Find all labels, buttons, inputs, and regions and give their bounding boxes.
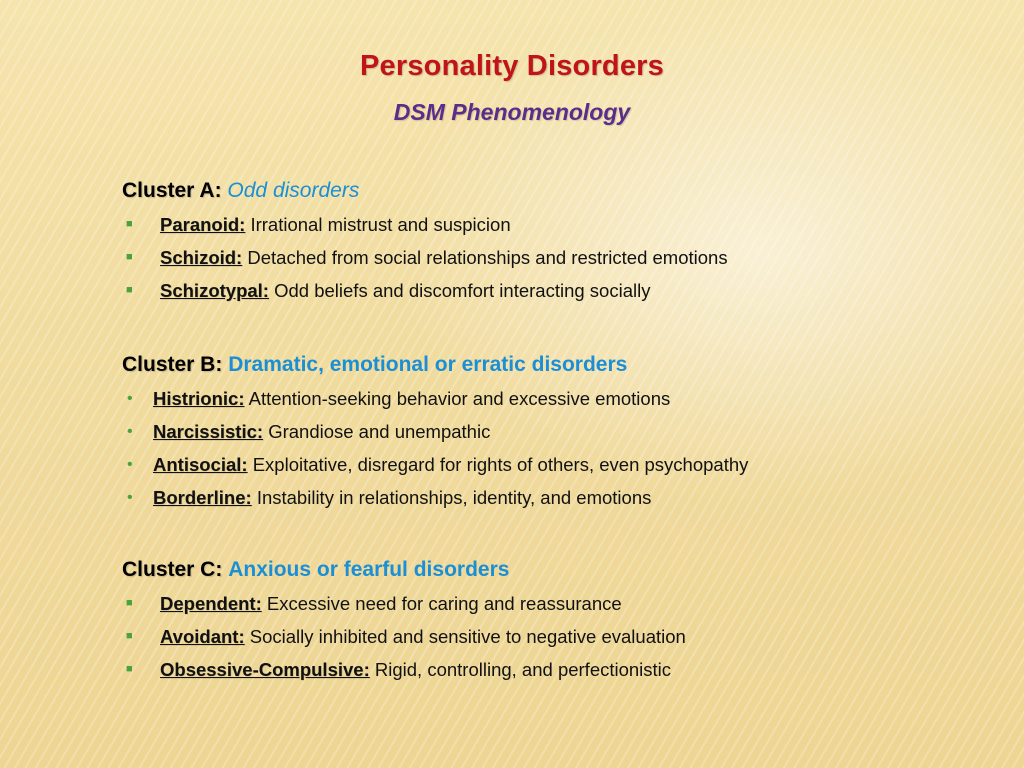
cluster-a-heading: [122, 176, 728, 206]
disorder-term: Histrionic:: [153, 388, 245, 409]
square-bullet-icon: ■: [126, 218, 133, 230]
disorder-term: Narcissistic:: [153, 421, 264, 442]
list-item: [122, 415, 748, 448]
disorder-term: Schizotypal:: [160, 280, 269, 301]
dot-bullet-icon: •: [127, 423, 133, 440]
dot-bullet-icon: •: [127, 489, 133, 506]
disorder-description: Grandiose and unempathic: [268, 421, 491, 442]
disorder-description: Irrational mistrust and suspicion: [250, 214, 511, 235]
square-bullet-icon: ■: [126, 284, 133, 296]
list-item: [122, 653, 686, 686]
list-item: [122, 587, 686, 620]
disorder-term: Avoidant:: [160, 626, 245, 647]
disorder-term: Borderline:: [153, 487, 252, 508]
cluster-b-description: Dramatic, emotional or erratic disorders: [228, 353, 628, 376]
list-item: [122, 274, 728, 307]
list-item: [122, 241, 728, 274]
list-item: [122, 208, 728, 241]
cluster-a-list: [122, 208, 728, 307]
dot-bullet-icon: •: [127, 456, 133, 473]
cluster-c-section: [122, 555, 686, 686]
disorder-description: Excessive need for caring and reassurance: [266, 593, 622, 614]
disorder-description: Detached from social relationships and restricted emotions: [247, 247, 728, 268]
cluster-a-label: Cluster A:: [122, 179, 222, 202]
disorder-term: Obsessive-Compulsive:: [160, 659, 370, 680]
slide-title: Personality Disorders: [360, 50, 664, 82]
cluster-c-description: Anxious or fearful disorders: [228, 558, 510, 581]
disorder-term: Dependent:: [160, 593, 262, 614]
dot-bullet-icon: •: [127, 390, 133, 407]
list-item: [122, 481, 748, 514]
disorder-description: Instability in relationships, identity, and emotions: [256, 487, 652, 508]
list-item: [122, 620, 686, 653]
cluster-a-description: Odd disorders: [227, 179, 360, 202]
disorder-term: Antisocial:: [153, 454, 248, 475]
disorder-description: Attention-seeking behavior and excessive emotions: [248, 388, 671, 409]
disorder-term: Schizoid:: [160, 247, 243, 268]
disorder-description: Odd beliefs and discomfort interacting socially: [274, 280, 651, 301]
slide-subtitle: DSM Phenomenology: [393, 99, 631, 125]
cluster-b-heading: [122, 350, 748, 380]
cluster-b-label: Cluster B:: [122, 353, 223, 376]
disorder-description: Rigid, controlling, and perfectionistic: [374, 659, 672, 680]
cluster-b-list: [122, 382, 748, 514]
square-bullet-icon: ■: [126, 251, 133, 263]
cluster-c-label: Cluster C:: [122, 558, 223, 581]
disorder-term: Paranoid:: [160, 214, 246, 235]
cluster-c-list: [122, 587, 686, 686]
cluster-a-section: [122, 176, 728, 307]
square-bullet-icon: ■: [126, 630, 133, 642]
disorder-description: Socially inhibited and sensitive to negative evaluation: [249, 626, 686, 647]
list-item: [122, 448, 748, 481]
cluster-b-section: [122, 350, 748, 514]
square-bullet-icon: ■: [126, 597, 133, 609]
cluster-c-heading: [122, 555, 686, 585]
list-item: [122, 382, 748, 415]
square-bullet-icon: ■: [126, 663, 133, 675]
disorder-description: Exploitative, disregard for rights of others, even psychopathy: [252, 454, 749, 475]
